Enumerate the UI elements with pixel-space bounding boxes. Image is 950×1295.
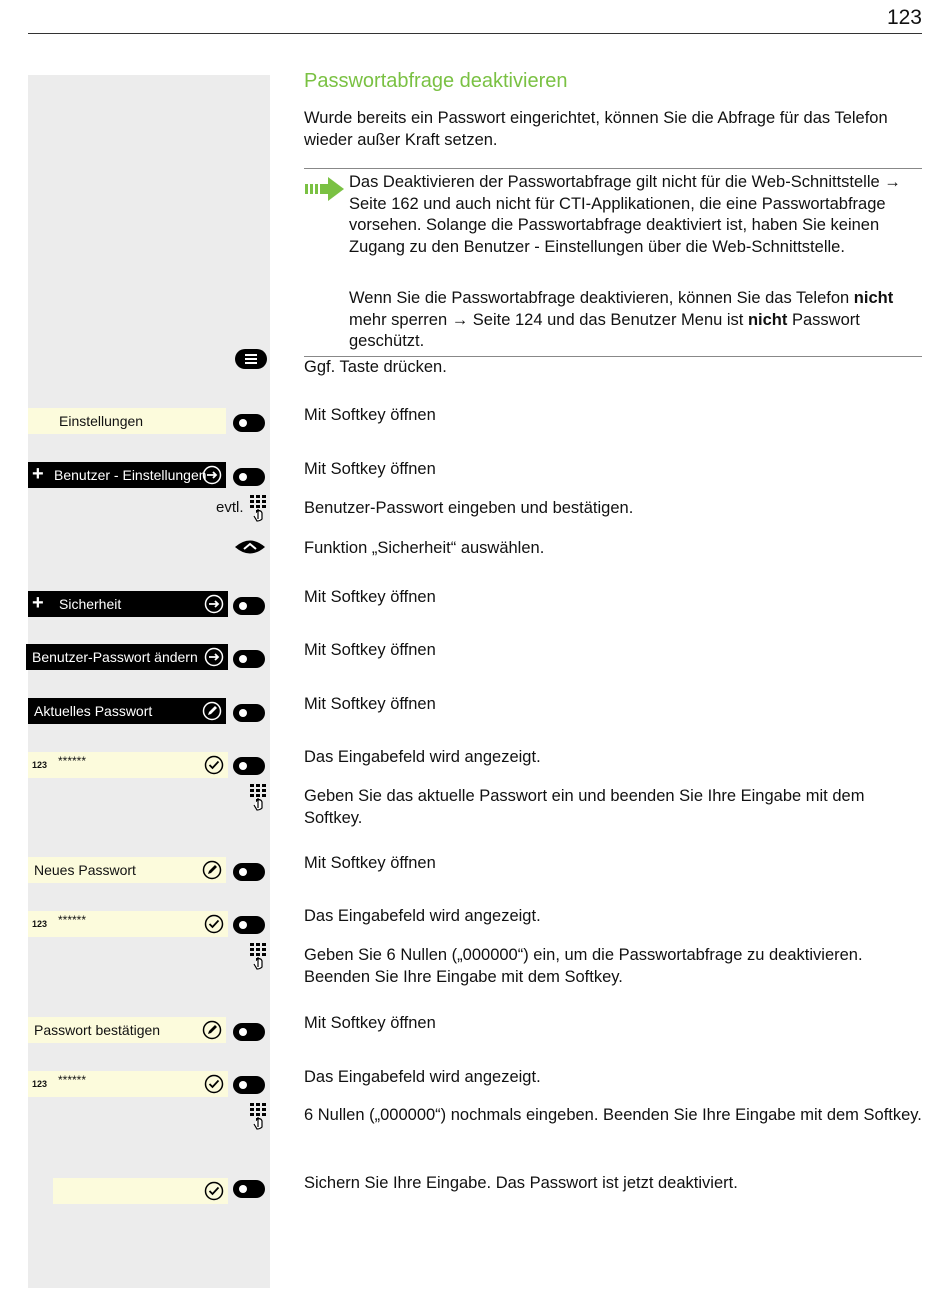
page-number: 123 xyxy=(886,6,922,29)
step-15-text: Das Eingabefeld wird angezeigt. xyxy=(304,1068,541,1086)
header-rule xyxy=(28,33,922,34)
checkmark-icon xyxy=(204,1074,224,1094)
display-label-aktuelles-passwort: Aktuelles Passwort xyxy=(28,698,226,724)
step-1-text: Ggf. Taste drücken. xyxy=(304,358,447,376)
step-8-text: Mit Softkey öffnen xyxy=(304,695,436,713)
step-4-text: Benutzer-Passwort eingeben und bestätigen. xyxy=(304,499,634,517)
keypad-icon xyxy=(248,783,268,811)
step-5-text: Funktion „Sicherheit“ auswählen. xyxy=(304,539,545,557)
plus-icon: + xyxy=(32,592,44,614)
display-label-neues-passwort: Neues Passwort xyxy=(28,857,226,883)
navigation-key-icon[interactable] xyxy=(233,538,267,556)
step-10-text: Geben Sie das aktuelle Passwort ein und beenden Sie Ihre Eingabe mit dem Softkey. xyxy=(304,787,865,827)
intro-text: Wurde bereits ein Passwort eingerichtet, können Sie die Abfrage für das Telefon wieder außer Kraft setzen. xyxy=(304,109,888,149)
sidebar-panel xyxy=(28,75,270,1288)
keypad-icon xyxy=(248,1102,268,1130)
arrow-right-icon xyxy=(202,465,222,485)
step-7-text: Mit Softkey öffnen xyxy=(304,641,436,659)
display-label-benutzer-passwort-aendern: Benutzer-Passwort ändern xyxy=(26,644,228,670)
checkmark-icon xyxy=(204,755,224,775)
keypad-icon xyxy=(248,942,268,970)
edit-pencil-icon xyxy=(202,701,222,721)
note-paragraph-1: Das Deaktivieren der Passwortabfrage gilt nicht für die Web-Schnittstelle → Seite 162 und auch nicht für CTI-Applikationen, die eine Passwortabfrage vorsehen. Solange die Passwortabfrage deaktiviert ist, haben Sie keinen Zugang zu den Benutzer - Einstellungen über die Web-Schnittstelle. xyxy=(349,173,901,256)
section-title: Passwortabfrage deaktivieren xyxy=(304,70,568,92)
step-9-text: Das Eingabefeld wird angezeigt. xyxy=(304,748,541,766)
note-paragraph-2: Wenn Sie die Passwortabfrage deaktivieren, können Sie das Telefon nicht mehr sperren → Seite 124 und das Benutzer Menu ist nicht Passwort geschützt. xyxy=(349,289,894,350)
keypad-icon xyxy=(248,494,268,522)
arrow-right-icon xyxy=(204,647,224,667)
softkey-button[interactable] xyxy=(233,414,265,432)
step-16-text: 6 Nullen („000000“) nochmals eingeben. Beenden Sie Ihre Eingabe mit dem Softkey. xyxy=(304,1106,922,1124)
softkey-button[interactable] xyxy=(233,1076,265,1094)
password-input-field[interactable]: 123 ****** xyxy=(28,1071,228,1097)
evtl-label: evtl. xyxy=(216,499,244,516)
softkey-button[interactable] xyxy=(233,863,265,881)
step-11-text: Mit Softkey öffnen xyxy=(304,854,436,872)
confirm-field xyxy=(53,1178,228,1204)
softkey-button[interactable] xyxy=(233,468,265,486)
softkey-button[interactable] xyxy=(233,1180,265,1198)
display-label-sicherheit: + Sicherheit xyxy=(28,591,228,617)
note-arrow-icon xyxy=(304,175,346,203)
arrow-right-icon xyxy=(204,594,224,614)
step-17-text: Sichern Sie Ihre Eingabe. Das Passwort ist jetzt deaktiviert. xyxy=(304,1174,738,1192)
checkmark-icon xyxy=(204,1181,224,1201)
step-6-text: Mit Softkey öffnen xyxy=(304,588,436,606)
step-3-text: Mit Softkey öffnen xyxy=(304,460,436,478)
display-label-passwort-bestaetigen: Passwort bestätigen xyxy=(28,1017,226,1043)
softkey-button[interactable] xyxy=(233,1023,265,1041)
softkey-button[interactable] xyxy=(233,916,265,934)
plus-icon: + xyxy=(32,463,44,485)
password-input-field[interactable]: 123 ****** xyxy=(28,752,228,778)
softkey-button[interactable] xyxy=(233,757,265,775)
step-12-text: Das Eingabefeld wird angezeigt. xyxy=(304,907,541,925)
step-13-text: Geben Sie 6 Nullen („000000“) ein, um die Passwortabfrage zu deaktivieren. Beenden Sie Ihre Eingabe mit dem Softkey. xyxy=(304,946,863,986)
checkmark-icon xyxy=(204,914,224,934)
edit-pencil-icon xyxy=(202,1020,222,1040)
edit-pencil-icon xyxy=(202,860,222,880)
menu-key-icon[interactable] xyxy=(235,349,267,369)
step-2-text: Mit Softkey öffnen xyxy=(304,406,436,424)
softkey-button[interactable] xyxy=(233,704,265,722)
password-input-field[interactable]: 123 ****** xyxy=(28,911,228,937)
softkey-button[interactable] xyxy=(233,650,265,668)
softkey-button[interactable] xyxy=(233,597,265,615)
display-label-einstellungen: Einstellungen xyxy=(28,408,226,434)
display-label-benutzer-einstellungen: + Benutzer - Einstellungen xyxy=(28,462,226,488)
note-top-rule xyxy=(304,168,922,169)
step-14-text: Mit Softkey öffnen xyxy=(304,1014,436,1032)
